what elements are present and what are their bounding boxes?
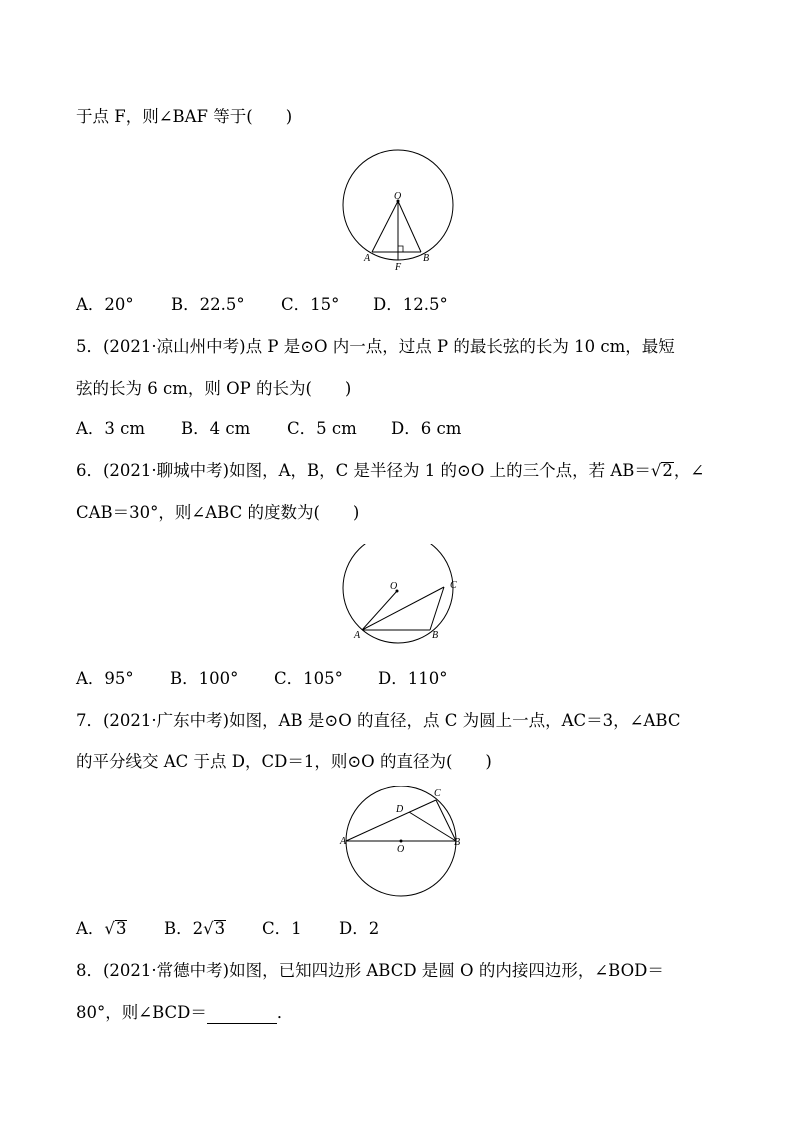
q5-line-2: 弦的长为 6 cm，则 OP 的长为( ) xyxy=(76,379,352,398)
q6-line-2: CAB＝30°，则∠ABC 的度数为( ) xyxy=(76,503,360,522)
q6-option-c[interactable]: C．105° xyxy=(274,669,343,688)
q6-label-b: B xyxy=(432,630,439,641)
q5-option-d[interactable]: D．6 cm xyxy=(391,419,462,438)
q6-line-1-tail: ，∠ xyxy=(673,461,705,480)
q8-line-2-end: ． xyxy=(276,1003,294,1022)
q7-option-a-sqrt: 3 xyxy=(115,919,127,938)
q6-label-c: C xyxy=(450,580,457,591)
q4-option-b[interactable]: B．22.5° xyxy=(171,295,245,314)
q7-option-b[interactable]: B．2√3 xyxy=(164,919,226,938)
q6-line-1-text: 6．(2021·聊城中考)如图，A，B，C 是半径为 1 的⊙O 上的三个点，若 AB＝ xyxy=(76,461,651,480)
q7-label-b: B xyxy=(454,837,461,848)
q7-option-b-prefix: B．2 xyxy=(164,919,204,938)
q8-answer-blank[interactable] xyxy=(207,1007,277,1024)
q4-option-a[interactable]: A．20° xyxy=(76,295,134,314)
q7-options xyxy=(76,918,379,940)
q7-option-a[interactable]: A．√3 xyxy=(76,919,127,938)
q4-figure xyxy=(340,148,460,274)
q5-line-1: 5．(2021·凉山州中考)点 P 是⊙O 内一点，过点 P 的最长弦的长为 10 cm，最短 xyxy=(76,337,675,356)
q7-line-2: 的平分线交 AC 于点 D，CD＝1，则⊙O 的直径为( ) xyxy=(76,752,492,771)
q8-line-2 xyxy=(76,1002,293,1024)
q6-sqrt-sign: √ xyxy=(650,461,662,480)
q7-label-a: A xyxy=(340,836,347,847)
q4-option-c[interactable]: C．15° xyxy=(281,295,340,314)
q4-label-b: B xyxy=(423,253,430,264)
q4-label-a: A xyxy=(364,253,371,264)
q6-options xyxy=(76,668,447,690)
q6-label-a: A xyxy=(354,630,361,641)
q4-tail-text: 于点 F，则∠BAF 等于( ) xyxy=(76,107,293,126)
q7-option-c[interactable]: C．1 xyxy=(262,919,302,938)
q7-option-d[interactable]: D．2 xyxy=(339,919,380,938)
q5-option-a[interactable]: A．3 cm xyxy=(76,419,146,438)
q6-sqrt-value: 2 xyxy=(662,461,673,480)
q6-option-a[interactable]: A．95° xyxy=(76,669,134,688)
q4-options xyxy=(76,294,448,316)
q6-option-d[interactable]: D．110° xyxy=(378,669,448,688)
q8-line-1: 8．(2021·常德中考)如图，已知四边形 ABCD 是圆 O 的内接四边形，∠BOD＝ xyxy=(76,961,664,980)
q6-line-1 xyxy=(76,460,704,482)
q7-option-b-sqrt: 3 xyxy=(214,919,226,938)
q5-options xyxy=(76,418,461,440)
q6-figure xyxy=(340,544,470,652)
q4-option-d[interactable]: D．12.5° xyxy=(373,295,448,314)
q7-label-c: C xyxy=(434,788,441,799)
q7-figure xyxy=(338,786,468,898)
q8-line-2-text: 80°，则∠BCD＝ xyxy=(76,1003,207,1022)
q4-label-o: O xyxy=(394,191,402,202)
q5-option-c[interactable]: C．5 cm xyxy=(287,419,357,438)
q7-line-1: 7．(2021·广东中考)如图，AB 是⊙O 的直径，点 C 为圆上一点，AC＝3，∠ABC xyxy=(76,711,681,730)
q4-label-f: F xyxy=(395,262,402,273)
q6-label-o: O xyxy=(390,581,398,592)
q7-option-a-prefix: A． xyxy=(76,919,105,938)
q5-option-b[interactable]: B．4 cm xyxy=(181,419,251,438)
q7-label-d: D xyxy=(396,804,404,815)
q6-option-b[interactable]: B．100° xyxy=(170,669,239,688)
q7-label-o: O xyxy=(397,844,405,855)
